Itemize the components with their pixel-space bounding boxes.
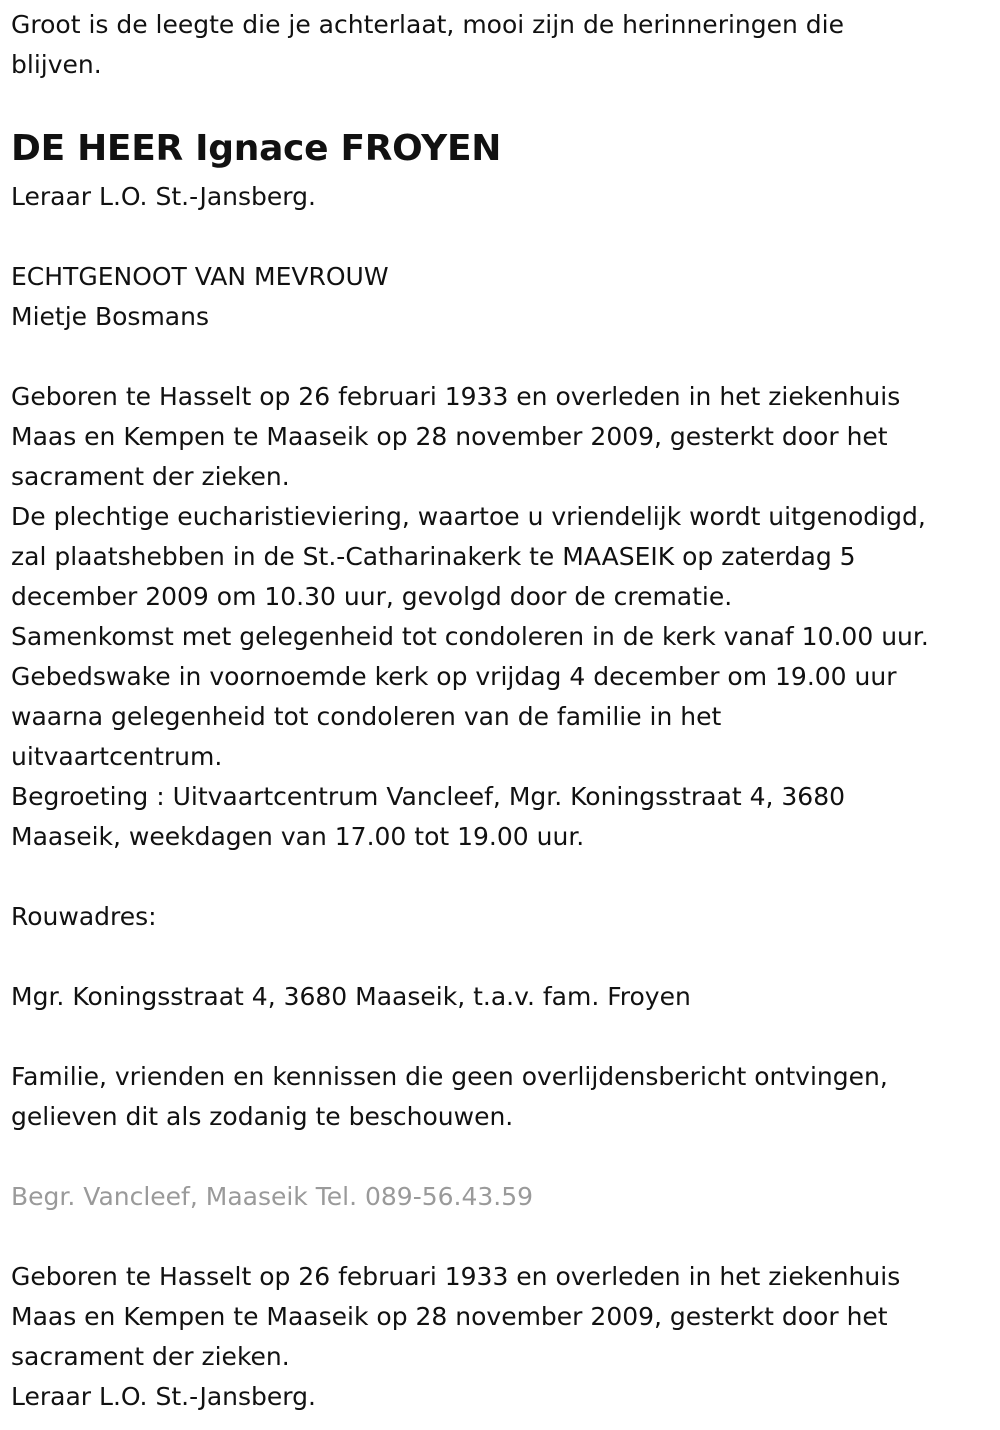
occupation: Leraar L.O. St.-Jansberg. <box>11 182 316 211</box>
body-line: december 2009 om 10.30 uur, gevolgd door de crematie. <box>11 582 733 611</box>
body-line: Samenkomst met gelegenheid tot condoleren in de kerk vanaf 10.00 uur. <box>11 622 929 651</box>
address: Mgr. Koningsstraat 4, 3680 Maaseik, t.a.v. fam. Froyen <box>11 982 691 1011</box>
intro-line-1: Groot is de leegte die je achterlaat, mooi zijn de herinneringen die <box>11 10 844 39</box>
spacer <box>11 937 990 977</box>
body-line: zal plaatshebben in de St.-Catharinakerk te MAASEIK op zaterdag 5 <box>11 542 856 571</box>
summary-line: Geboren te Hasselt op 26 februari 1933 en overleden in het ziekenhuis <box>11 1262 901 1291</box>
spacer <box>11 1017 990 1057</box>
summary-line: sacrament der zieken. <box>11 1342 290 1371</box>
address-label: Rouwadres: <box>11 902 157 931</box>
notice-line: Familie, vrienden en kennissen die geen overlijdensbericht ontvingen, <box>11 1062 888 1091</box>
body-line: waarna gelegenheid tot condoleren van de familie in het <box>11 702 722 731</box>
body-line: Begroeting : Uitvaartcentrum Vancleef, Mgr. Koningsstraat 4, 3680 <box>11 782 846 811</box>
spouse-label: ECHTGENOOT VAN MEVROUW <box>11 262 389 291</box>
body-line: uitvaartcentrum. <box>11 742 223 771</box>
summary-line: Maas en Kempen te Maaseik op 28 november 2009, gesterkt door het <box>11 1302 888 1331</box>
intro-line-2: blijven. <box>11 50 102 79</box>
spacer <box>11 1217 990 1257</box>
deceased-name: DE HEER Ignace FROYEN <box>11 128 502 169</box>
body-line: Geboren te Hasselt op 26 februari 1933 en overleden in het ziekenhuis <box>11 382 901 411</box>
body-line: Maaseik, weekdagen van 17.00 tot 19.00 uur. <box>11 822 585 851</box>
spacer <box>11 1137 990 1177</box>
body-line: De plechtige eucharistieviering, waartoe u vriendelijk wordt uitgenodigd, <box>11 502 926 531</box>
spacer <box>11 337 990 377</box>
spouse-name: Mietje Bosmans <box>11 302 209 331</box>
funeral-home-contact: Begr. Vancleef, Maaseik Tel. 089-56.43.59 <box>11 1182 534 1211</box>
spacer <box>11 217 990 257</box>
summary-line: Leraar L.O. St.-Jansberg. <box>11 1382 316 1411</box>
body-line: Gebedswake in voornoemde kerk op vrijdag 4 december om 19.00 uur <box>11 662 897 691</box>
notice-line: gelieven dit als zodanig te beschouwen. <box>11 1102 514 1131</box>
spacer <box>11 857 990 897</box>
body-line: sacrament der zieken. <box>11 462 290 491</box>
body-line: Maas en Kempen te Maaseik op 28 november 2009, gesterkt door het <box>11 422 888 451</box>
